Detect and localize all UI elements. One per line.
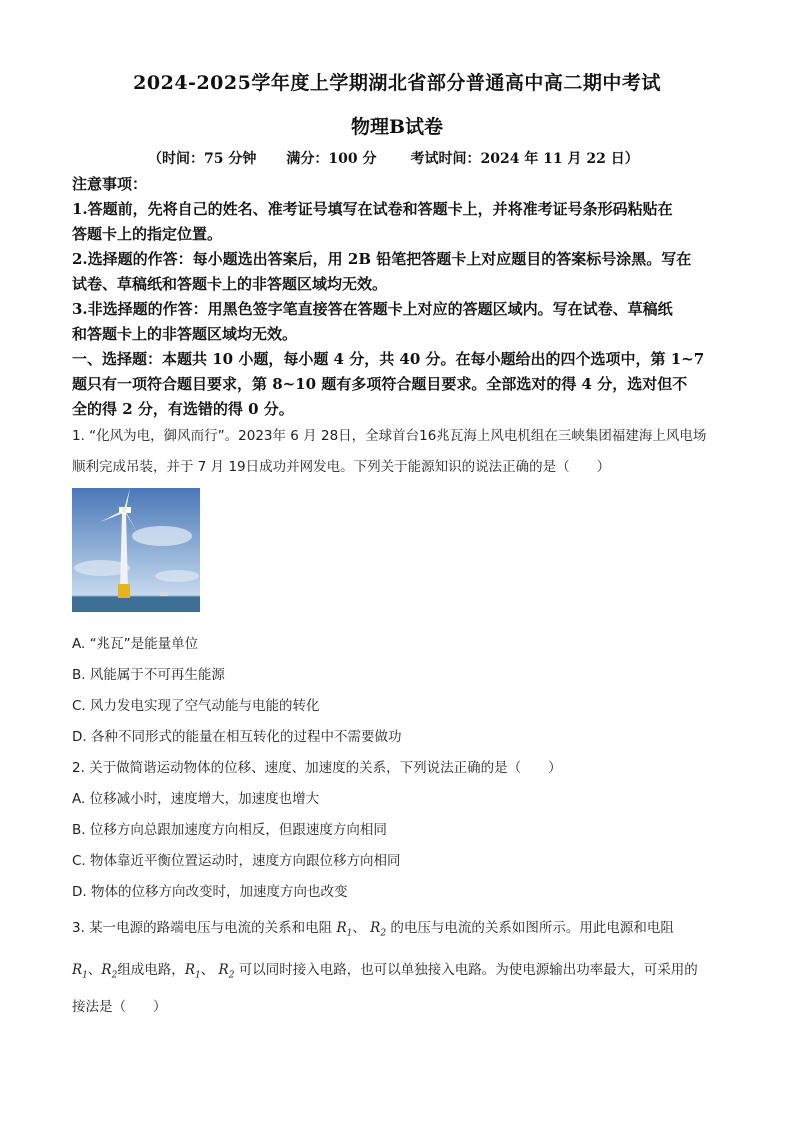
r1-letter: R — [184, 962, 195, 978]
r2-subscript: 2 — [228, 970, 235, 981]
q3-text: 3. 某一电源的路端电压与电流的关系和电阻 — [72, 920, 333, 936]
r2-symbol — [218, 962, 235, 981]
q1-option-b: B. 风能属于不可再生能源 — [72, 667, 225, 683]
r1-letter: R — [72, 962, 83, 978]
exam-date: 考试时间：2024 年 11 月 22 日） — [410, 151, 639, 167]
section-heading-line: 全的得 2 分，有选错的得 0 分。 — [72, 400, 294, 418]
exam-info-line — [148, 148, 639, 168]
separator: 、 — [200, 962, 215, 978]
r1-symbol — [72, 962, 88, 981]
notes-heading: 注意事项： — [72, 175, 148, 193]
r1-subscript: 1 — [194, 970, 201, 981]
note-line: 1.答题前，先将自己的姓名、准考证号填写在试卷和答题卡上，并将准考证号条形码粘贴在 — [72, 200, 673, 218]
r2-symbol — [370, 920, 387, 939]
q2-stem: 2. 关于做简谐运动物体的位移、速度、加速度的关系，下列说法正确的是（ ） — [72, 760, 562, 776]
note-line: 3.非选择题的作答：用黑色签字笔直接答在答题卡上对应的答题区域内。写在试卷、草稿纸 — [72, 300, 673, 318]
exam-duration: （时间：75 分钟 — [148, 151, 257, 167]
r2-subscript: 2 — [380, 928, 387, 939]
exam-title: 2024-2025学年度上学期湖北省部分普通高中高二期中考试 — [133, 72, 661, 94]
r1-symbol — [184, 962, 201, 981]
section-heading-line: 一、选择题：本题共 10 小题，每小题 4 分，共 40 分。在每小题给出的四个选项中，第 1~7 — [72, 350, 705, 368]
wind-turbine-photo — [72, 488, 200, 612]
q1-stem-line1: 1. “化风为电，御风而行”。2023年 6 月 28日，全球首台16兆瓦海上风电机组在三峡集团福建海上风电场 — [72, 428, 707, 444]
r2-letter: R — [370, 920, 381, 936]
r1-subscript: 1 — [82, 970, 88, 981]
q1-option-a: A. “兆瓦”是能量单位 — [72, 636, 199, 652]
q3-stem-line2 — [72, 958, 698, 981]
r2-letter: R — [101, 962, 112, 978]
q2-option-d: D. 物体的位移方向改变时，加速度方向也改变 — [72, 884, 348, 900]
q2-option-a: A. 位移减小时，速度增大，加速度也增大 — [72, 791, 320, 807]
q1-stem-line2: 顺利完成吊装，并于 7 月 19日成功并网发电。下列关于能源知识的说法正确的是（ ） — [72, 459, 611, 475]
r1-subscript: 1 — [346, 928, 353, 939]
section-heading-line: 题只有一项符合题目要求，第 8~10 题有多项符合题目要求。全部选对的得 4 分，选对但不 — [72, 375, 688, 393]
q3-text: 组成电路， — [117, 962, 185, 978]
q2-option-c: C. 物体靠近平衡位置运动时，速度方向跟位移方向相同 — [72, 853, 401, 869]
r1-letter: R — [336, 920, 347, 936]
notes-block — [72, 172, 732, 422]
full-score: 满分：100 分 — [286, 151, 377, 167]
q3-stem-line3: 接法是（ ） — [72, 999, 167, 1015]
note-line: 2.选择题的作答：每小题选出答案后，用 2B 铅笔把答题卡上对应题目的答案标号涂黑。写在 — [72, 250, 692, 268]
r2-subscript: 2 — [111, 970, 118, 981]
note-line: 试卷、草稿纸和答题卡上的非答题区域均无效。 — [72, 275, 388, 293]
q3-text: 的电压与电流的关系如图所示。用此电源和电阻 — [390, 920, 674, 936]
q3-text: 可以同时接入电路，也可以单独接入电路。为使电源输出功率最大，可采用的 — [238, 962, 698, 978]
r2-symbol — [101, 962, 118, 981]
r2-letter: R — [218, 962, 229, 978]
q3-stem-line1 — [72, 916, 674, 939]
note-line: 和答题卡上的非答题区域均无效。 — [72, 325, 298, 343]
r1-symbol — [336, 920, 353, 939]
separator: 、 — [352, 920, 366, 936]
exam-subtitle: 物理B试卷 — [350, 116, 444, 138]
q1-option-d: D. 各种不同形式的能量在相互转化的过程中不需要做功 — [72, 729, 402, 745]
q1-option-c: C. 风力发电实现了空气动能与电能的转化 — [72, 698, 320, 714]
note-line: 答题卡上的指定位置。 — [72, 225, 223, 243]
q2-option-b: B. 位移方向总跟加速度方向相反，但跟速度方向相同 — [72, 822, 387, 838]
wind-turbine-icon — [72, 488, 200, 612]
separator: 、 — [87, 962, 102, 978]
